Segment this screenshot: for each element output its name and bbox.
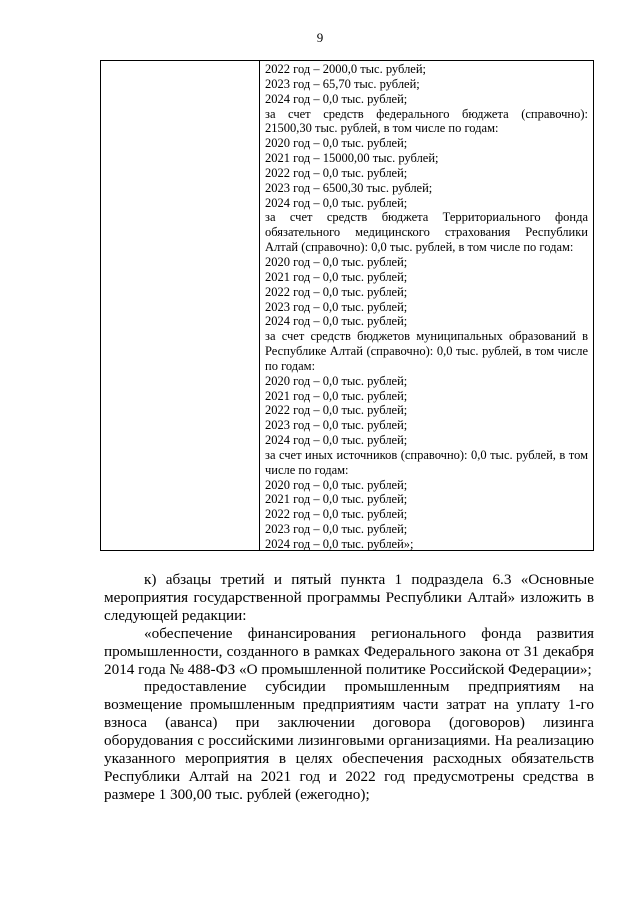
funding-source-text: за счет иных источников (справочно): 0,0 тыс. рублей, в том числе по годам: bbox=[265, 447, 588, 477]
funding-year-line: 2023 год – 0,0 тыс. рублей; bbox=[265, 522, 408, 537]
table-left-cell bbox=[101, 61, 260, 550]
funding-year-line: 2023 год – 0,0 тыс. рублей; bbox=[265, 299, 408, 314]
funding-year-line: 2021 год – 0,0 тыс. рублей; bbox=[265, 492, 408, 507]
funding-year-line: 2024 год – 0,0 тыс. рублей; bbox=[265, 314, 408, 329]
funding-year-line: 2020 год – 0,0 тыс. рублей; bbox=[265, 136, 408, 151]
paragraph-amendment-k: к) абзацы третий и пятый пункта 1 подраздела 6.3 «Основные мероприятия государственной программы Республики Алтай» изложить в следующей редакции: bbox=[104, 571, 594, 624]
funding-year-line: 2022 год – 0,0 тыс. рублей; bbox=[265, 507, 408, 522]
funding-source-text: за счет средств бюджетов муниципальных образований в Республике Алтай (справочно): 0,0 тыс. рублей, в том числе по годам: bbox=[265, 329, 588, 373]
funding-year-line: 2023 год – 65,70 тыс. рублей; bbox=[265, 76, 420, 91]
program-table bbox=[100, 60, 594, 551]
page-number: 9 bbox=[316, 30, 324, 45]
paragraph-fund-financing: «обеспечение финансирования регионального фонда развития промышленности, созданного в рамках Федерального закона от 31 декабря 2014 года № 488-ФЗ «О промышленной политике Российской Федерации»; bbox=[104, 624, 594, 678]
funding-year-line: 2024 год – 0,0 тыс. рублей»; bbox=[265, 537, 414, 551]
funding-year-line: 2022 год – 2000,0 тыс. рублей; bbox=[265, 62, 427, 76]
funding-year-line: 2022 год – 0,0 тыс. рублей; bbox=[265, 165, 408, 180]
funding-year-line: 2021 год – 0,0 тыс. рублей; bbox=[265, 269, 408, 284]
funding-year-line: 2024 год – 0,0 тыс. рублей; bbox=[265, 195, 408, 210]
funding-year-line: 2023 год – 6500,30 тыс. рублей; bbox=[265, 180, 433, 195]
funding-year-line: 2022 год – 0,0 тыс. рублей; bbox=[265, 403, 408, 418]
funding-year-line: 2022 год – 0,0 тыс. рублей; bbox=[265, 284, 408, 299]
funding-year-line: 2020 год – 0,0 тыс. рублей; bbox=[265, 373, 408, 388]
funding-source-text: за счет средств федерального бюджета (справочно): 21500,30 тыс. рублей, в том числе по годам: bbox=[265, 106, 588, 136]
funding-year-line: 2020 год – 0,0 тыс. рублей; bbox=[265, 254, 408, 269]
funding-year-line: 2021 год – 0,0 тыс. рублей; bbox=[265, 388, 408, 403]
funding-year-line: 2024 год – 0,0 тыс. рублей; bbox=[265, 433, 408, 448]
table-right-cell bbox=[260, 61, 593, 550]
paragraph-subsidy: предоставление субсидии промышленным предприятиям на возмещение промышленным предприятиям части затрат на уплату 1-го взноса (аванса) при заключении договора (договоров) лизинга оборудования с российскими лизинговыми организациями. На реализацию указанного мероприятия в целях обеспечения расходных обязательств Республики Алтай на 2021 год и 2022 год предусмотрены средства в размере 1 300,00 тыс. рублей (ежегодно); bbox=[104, 678, 594, 803]
funding-year-line: 2024 год – 0,0 тыс. рублей; bbox=[265, 91, 408, 106]
funding-year-line: 2021 год – 15000,00 тыс. рублей; bbox=[265, 151, 439, 166]
funding-source-text: за счет средств бюджета Территориального фонда обязательного медицинского страхования Республики Алтай (справочно): 0,0 тыс. рублей, в том числе по годам: bbox=[265, 210, 588, 255]
funding-year-line: 2020 год – 0,0 тыс. рублей; bbox=[265, 477, 408, 492]
body-text bbox=[104, 571, 594, 804]
funding-year-line: 2023 год – 0,0 тыс. рублей; bbox=[265, 418, 408, 433]
